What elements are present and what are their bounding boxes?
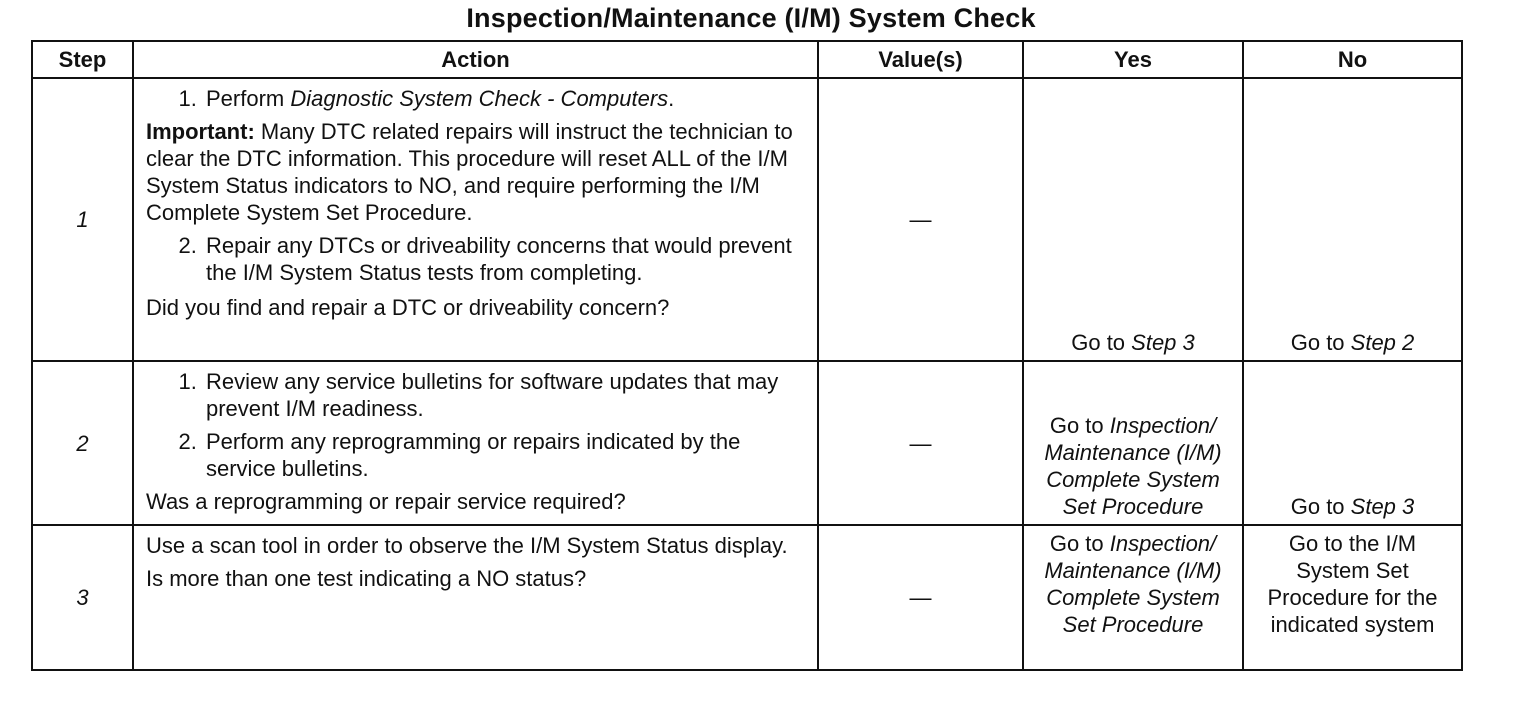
no-link: Step 2 bbox=[1350, 330, 1415, 355]
table-row bbox=[32, 525, 1462, 670]
step-number: 1 bbox=[32, 78, 133, 361]
action-text: Use a scan tool in order to observe the I/M System Status display. bbox=[146, 533, 788, 558]
action-cell bbox=[133, 525, 818, 670]
yes-cell: Go to Step 3 bbox=[1023, 78, 1243, 361]
header-step: Step bbox=[32, 41, 133, 78]
no-link: Step 3 bbox=[1350, 494, 1415, 519]
action-list bbox=[146, 232, 809, 286]
step-number: 3 bbox=[32, 525, 133, 670]
important-text: Many DTC related repairs will instruct the technician to clear the DTC information. This procedure will reset ALL of the I/M System Status indicators to NO, and require performing the I/M Complete System Set Procedure. bbox=[146, 119, 793, 225]
table-row bbox=[32, 78, 1462, 361]
header-no: No bbox=[1243, 41, 1462, 78]
action-item: 1. Review any service bulletins for software updates that may prevent I/M readiness. bbox=[203, 368, 809, 422]
procedure-reference: Diagnostic System Check - Computers bbox=[290, 86, 669, 111]
value-cell: — bbox=[818, 78, 1023, 361]
question: Was a reprogramming or repair service required? bbox=[146, 489, 626, 514]
step-number: 2 bbox=[32, 361, 133, 525]
value-cell: — bbox=[818, 361, 1023, 525]
question: Is more than one test indicating a NO status? bbox=[146, 566, 587, 591]
table-row bbox=[32, 361, 1462, 525]
no-cell: Go to the I/M System Set Procedure for the indicated system bbox=[1243, 525, 1462, 670]
action-cell bbox=[133, 78, 818, 361]
action-item: 2. Repair any DTCs or driveability concerns that would prevent the I/M System Status tests from completing. bbox=[203, 232, 809, 286]
header-action: Action bbox=[133, 41, 818, 78]
action-item: 2. Perform any reprogramming or repairs indicated by the service bulletins. bbox=[203, 428, 809, 482]
action-list bbox=[146, 85, 809, 112]
important-label: Important: bbox=[146, 119, 255, 144]
header-row bbox=[32, 41, 1462, 78]
page-title: Inspection/Maintenance (I/M) System Check bbox=[466, 3, 1036, 33]
header-values: Value(s) bbox=[818, 41, 1023, 78]
yes-cell: Go to Inspection/ Maintenance (I/M) Complete System Set Procedure bbox=[1023, 525, 1243, 670]
no-cell: Go to Step 2 bbox=[1243, 78, 1462, 361]
yes-link: Inspection/ Maintenance (I/M) Complete System Set Procedure bbox=[1044, 413, 1222, 519]
yes-link: Inspection/ Maintenance (I/M) Complete System Set Procedure bbox=[1044, 531, 1222, 637]
value-cell: — bbox=[818, 525, 1023, 670]
diagnostic-table bbox=[31, 40, 1463, 671]
question: Did you find and repair a DTC or driveability concern? bbox=[146, 295, 670, 320]
action-list bbox=[146, 368, 809, 482]
header-yes: Yes bbox=[1023, 41, 1243, 78]
action-cell bbox=[133, 361, 818, 525]
yes-cell: Go to Inspection/ Maintenance (I/M) Complete System Set Procedure bbox=[1023, 361, 1243, 525]
no-cell: Go to Step 3 bbox=[1243, 361, 1462, 525]
action-item: 1. Perform Diagnostic System Check - Computers. bbox=[203, 85, 809, 112]
yes-link: Step 3 bbox=[1131, 330, 1195, 355]
important-note bbox=[146, 118, 809, 226]
